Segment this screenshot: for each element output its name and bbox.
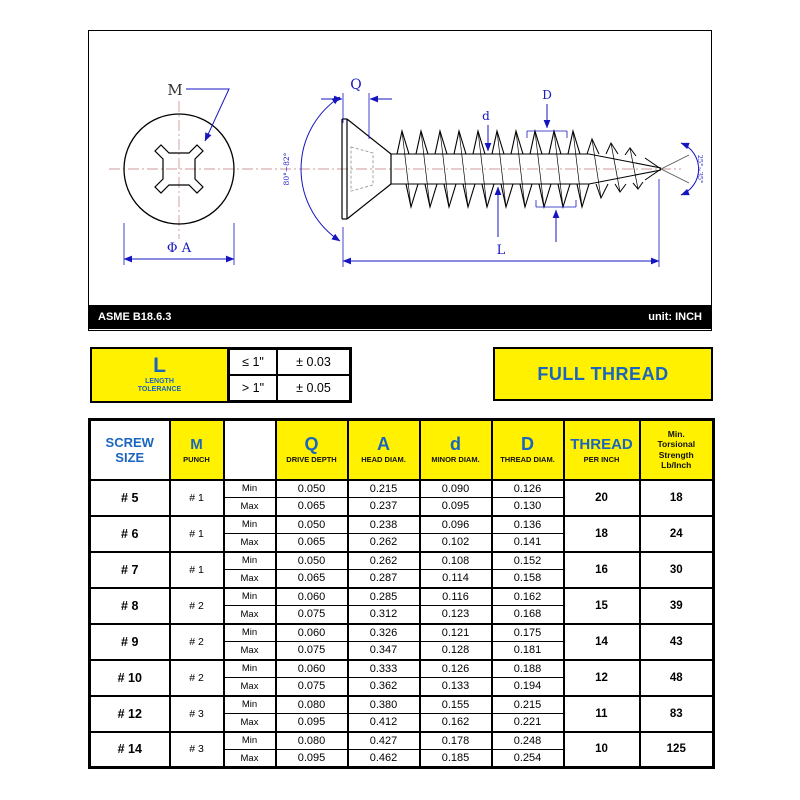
header-minmax-empty xyxy=(224,420,276,480)
d-label: d xyxy=(482,109,490,123)
drawing-panel xyxy=(88,30,712,331)
tolerance-caption-line2: TOLERANCE xyxy=(137,386,182,393)
d-min-cell: 0.096 xyxy=(420,516,492,534)
punch-cell: # 2 xyxy=(170,660,224,696)
a-max-cell: 0.362 xyxy=(348,678,420,696)
screw-size-cell: # 12 xyxy=(90,696,170,732)
header-screw-size xyxy=(90,420,170,480)
q-max-cell: 0.095 xyxy=(276,750,348,768)
d-max-cell: 0.133 xyxy=(420,678,492,696)
q-min-cell: 0.060 xyxy=(276,624,348,642)
max-label-cell: Max xyxy=(224,678,276,696)
tolerance-symbol: L xyxy=(153,354,166,377)
a-max-cell: 0.462 xyxy=(348,750,420,768)
q-min-cell: 0.050 xyxy=(276,552,348,570)
a-min-cell: 0.427 xyxy=(348,732,420,750)
a-max-cell: 0.412 xyxy=(348,714,420,732)
strength-cell: 83 xyxy=(640,696,714,732)
header-q xyxy=(276,420,348,480)
q-min-cell: 0.050 xyxy=(276,480,348,498)
screw-size-cell: # 6 xyxy=(90,516,170,552)
q-max-cell: 0.095 xyxy=(276,714,348,732)
header-torsional xyxy=(640,420,714,480)
dd-max-cell: 0.194 xyxy=(492,678,564,696)
max-label-cell: Max xyxy=(224,534,276,552)
table-row xyxy=(90,480,714,498)
torsional-line2: Torsional xyxy=(657,439,696,450)
minor-diameter-dimension xyxy=(482,109,498,237)
head-angle-dimension xyxy=(282,97,340,241)
a-max-cell: 0.347 xyxy=(348,642,420,660)
a-min-cell: 0.215 xyxy=(348,480,420,498)
screw-size-cell: # 5 xyxy=(90,480,170,516)
punch-cell: # 1 xyxy=(170,552,224,588)
length-tolerance-table xyxy=(90,347,352,403)
row-group-9 xyxy=(90,624,714,660)
screw-size-cell: # 10 xyxy=(90,660,170,696)
dd-min-cell: 0.136 xyxy=(492,516,564,534)
punch-cell: # 1 xyxy=(170,516,224,552)
dd-max-cell: 0.158 xyxy=(492,570,564,588)
d-min-cell: 0.178 xyxy=(420,732,492,750)
q-max-cell: 0.065 xyxy=(276,498,348,516)
max-label-cell: Max xyxy=(224,570,276,588)
a-max-cell: 0.237 xyxy=(348,498,420,516)
max-label-cell: Max xyxy=(224,714,276,732)
torsional-line3: Strength xyxy=(658,449,694,460)
screw-size-header-label: SCREW SIZE xyxy=(105,434,154,465)
d-min-cell: 0.126 xyxy=(420,660,492,678)
table-row xyxy=(90,552,714,570)
punch-cell: # 1 xyxy=(170,480,224,516)
q-symbol: Q xyxy=(304,434,319,455)
tip-angle-label: 25°~35° xyxy=(696,154,704,184)
unit-label: unit: INCH xyxy=(648,311,702,323)
punch-sublabel: PUNCH xyxy=(183,455,210,465)
dd-max-cell: 0.168 xyxy=(492,606,564,624)
max-label-cell: Max xyxy=(224,606,276,624)
header-a xyxy=(348,420,420,480)
max-label-cell: Max xyxy=(224,642,276,660)
length-dimension xyxy=(343,179,659,267)
a-max-cell: 0.312 xyxy=(348,606,420,624)
max-label-cell: Max xyxy=(224,750,276,768)
min-label-cell: Min xyxy=(224,696,276,714)
a-symbol: A xyxy=(377,434,390,455)
strength-cell: 24 xyxy=(640,516,714,552)
dd-max-cell: 0.130 xyxy=(492,498,564,516)
dd-symbol: D xyxy=(521,434,534,455)
row-group-7 xyxy=(90,552,714,588)
row-group-6 xyxy=(90,516,714,552)
table-row xyxy=(90,660,714,678)
drive-depth-dimension xyxy=(321,77,392,139)
q-min-cell: 0.060 xyxy=(276,588,348,606)
tolerance-value: ± 0.03 xyxy=(277,349,350,375)
dd-max-cell: 0.181 xyxy=(492,642,564,660)
d-sublabel: MINOR DIAM. xyxy=(431,455,480,465)
table-row xyxy=(90,624,714,642)
tpi-cell: 11 xyxy=(564,696,640,732)
torsional-line1: Min. xyxy=(667,428,685,439)
dd-min-cell: 0.152 xyxy=(492,552,564,570)
punch-cell: # 3 xyxy=(170,696,224,732)
tolerance-caption-line1: LENGTH xyxy=(145,378,174,385)
dd-max-cell: 0.254 xyxy=(492,750,564,768)
dd-label: D xyxy=(542,88,552,102)
d-max-cell: 0.114 xyxy=(420,570,492,588)
screw-size-cell: # 14 xyxy=(90,732,170,768)
dd-max-cell: 0.141 xyxy=(492,534,564,552)
screw-size-cell: # 9 xyxy=(90,624,170,660)
min-label-cell: Min xyxy=(224,552,276,570)
a-min-cell: 0.380 xyxy=(348,696,420,714)
d-max-cell: 0.185 xyxy=(420,750,492,768)
min-label-cell: Min xyxy=(224,588,276,606)
dd-min-cell: 0.162 xyxy=(492,588,564,606)
table-row xyxy=(90,732,714,750)
dd-min-cell: 0.215 xyxy=(492,696,564,714)
dd-min-cell: 0.248 xyxy=(492,732,564,750)
a-min-cell: 0.333 xyxy=(348,660,420,678)
tpi-cell: 20 xyxy=(564,480,640,516)
head-angle-label: 80°~82° xyxy=(282,152,291,186)
tolerance-values xyxy=(229,349,350,401)
d-min-cell: 0.090 xyxy=(420,480,492,498)
header-d xyxy=(420,420,492,480)
tpi-cell: 12 xyxy=(564,660,640,696)
a-min-cell: 0.238 xyxy=(348,516,420,534)
screw-technical-drawing xyxy=(89,31,710,305)
row-group-14 xyxy=(90,732,714,768)
tolerance-condition: ≤ 1" xyxy=(229,349,277,375)
strength-cell: 39 xyxy=(640,588,714,624)
d-max-cell: 0.095 xyxy=(420,498,492,516)
standard-bar xyxy=(89,305,711,329)
q-label: Q xyxy=(350,77,362,93)
thread-sublabel: PER INCH xyxy=(583,455,620,465)
min-label-cell: Min xyxy=(224,516,276,534)
d-min-cell: 0.155 xyxy=(420,696,492,714)
l-label: L xyxy=(496,243,506,258)
dd-min-cell: 0.175 xyxy=(492,624,564,642)
d-max-cell: 0.123 xyxy=(420,606,492,624)
table-row xyxy=(90,696,714,714)
full-thread-banner xyxy=(493,347,713,401)
q-min-cell: 0.080 xyxy=(276,696,348,714)
min-label-cell: Min xyxy=(224,480,276,498)
header-dd xyxy=(492,420,564,480)
strength-cell: 30 xyxy=(640,552,714,588)
table-row xyxy=(90,516,714,534)
spec-table xyxy=(88,418,715,769)
q-max-cell: 0.075 xyxy=(276,678,348,696)
punch-cell: # 2 xyxy=(170,624,224,660)
a-min-cell: 0.262 xyxy=(348,552,420,570)
tpi-cell: 15 xyxy=(564,588,640,624)
d-min-cell: 0.116 xyxy=(420,588,492,606)
dd-sublabel: THREAD DIAM. xyxy=(500,455,555,465)
tolerance-symbol-cell xyxy=(92,349,229,401)
tpi-cell: 16 xyxy=(564,552,640,588)
tolerance-value: ± 0.05 xyxy=(277,375,350,401)
q-sublabel: DRIVE DEPTH xyxy=(286,455,337,465)
punch-cell: # 3 xyxy=(170,732,224,768)
a-max-cell: 0.287 xyxy=(348,570,420,588)
row-group-10 xyxy=(90,660,714,696)
tpi-cell: 18 xyxy=(564,516,640,552)
a-min-cell: 0.285 xyxy=(348,588,420,606)
dd-min-cell: 0.126 xyxy=(492,480,564,498)
tolerance-condition: > 1" xyxy=(229,375,277,401)
standard-label: ASME B18.6.3 xyxy=(98,311,172,323)
header-row xyxy=(90,420,714,480)
m-label: M xyxy=(167,81,183,99)
dd-min-cell: 0.188 xyxy=(492,660,564,678)
min-label-cell: Min xyxy=(224,732,276,750)
header-thread xyxy=(564,420,640,480)
q-max-cell: 0.075 xyxy=(276,642,348,660)
q-min-cell: 0.080 xyxy=(276,732,348,750)
d-min-cell: 0.108 xyxy=(420,552,492,570)
dd-max-cell: 0.221 xyxy=(492,714,564,732)
punch-cell: # 2 xyxy=(170,588,224,624)
a-max-cell: 0.262 xyxy=(348,534,420,552)
a-sublabel: HEAD DIAM. xyxy=(361,455,406,465)
torsional-line4: Lb/Inch xyxy=(661,460,692,471)
table-row xyxy=(90,588,714,606)
screw-size-cell: # 8 xyxy=(90,588,170,624)
phi-a-label: Φ A xyxy=(166,241,192,256)
q-max-cell: 0.075 xyxy=(276,606,348,624)
q-min-cell: 0.060 xyxy=(276,660,348,678)
d-max-cell: 0.102 xyxy=(420,534,492,552)
tolerance-caption xyxy=(138,378,181,394)
q-min-cell: 0.050 xyxy=(276,516,348,534)
thread-diameter-dimension xyxy=(527,88,576,242)
thread-symbol: THREAD xyxy=(570,436,633,454)
punch-symbol: M xyxy=(190,436,203,454)
a-min-cell: 0.326 xyxy=(348,624,420,642)
q-max-cell: 0.065 xyxy=(276,570,348,588)
q-max-cell: 0.065 xyxy=(276,534,348,552)
strength-cell: 43 xyxy=(640,624,714,660)
d-min-cell: 0.121 xyxy=(420,624,492,642)
min-label-cell: Min xyxy=(224,660,276,678)
tpi-cell: 10 xyxy=(564,732,640,768)
header-punch xyxy=(170,420,224,480)
min-label-cell: Min xyxy=(224,624,276,642)
tpi-cell: 14 xyxy=(564,624,640,660)
row-group-8 xyxy=(90,588,714,624)
d-symbol: d xyxy=(450,434,461,455)
d-max-cell: 0.162 xyxy=(420,714,492,732)
strength-cell: 18 xyxy=(640,480,714,516)
screw-size-cell: # 7 xyxy=(90,552,170,588)
strength-cell: 48 xyxy=(640,660,714,696)
full-thread-label: FULL THREAD xyxy=(537,363,669,384)
strength-cell: 125 xyxy=(640,732,714,768)
max-label-cell: Max xyxy=(224,498,276,516)
row-group-5 xyxy=(90,480,714,516)
row-group-12 xyxy=(90,696,714,732)
d-max-cell: 0.128 xyxy=(420,642,492,660)
